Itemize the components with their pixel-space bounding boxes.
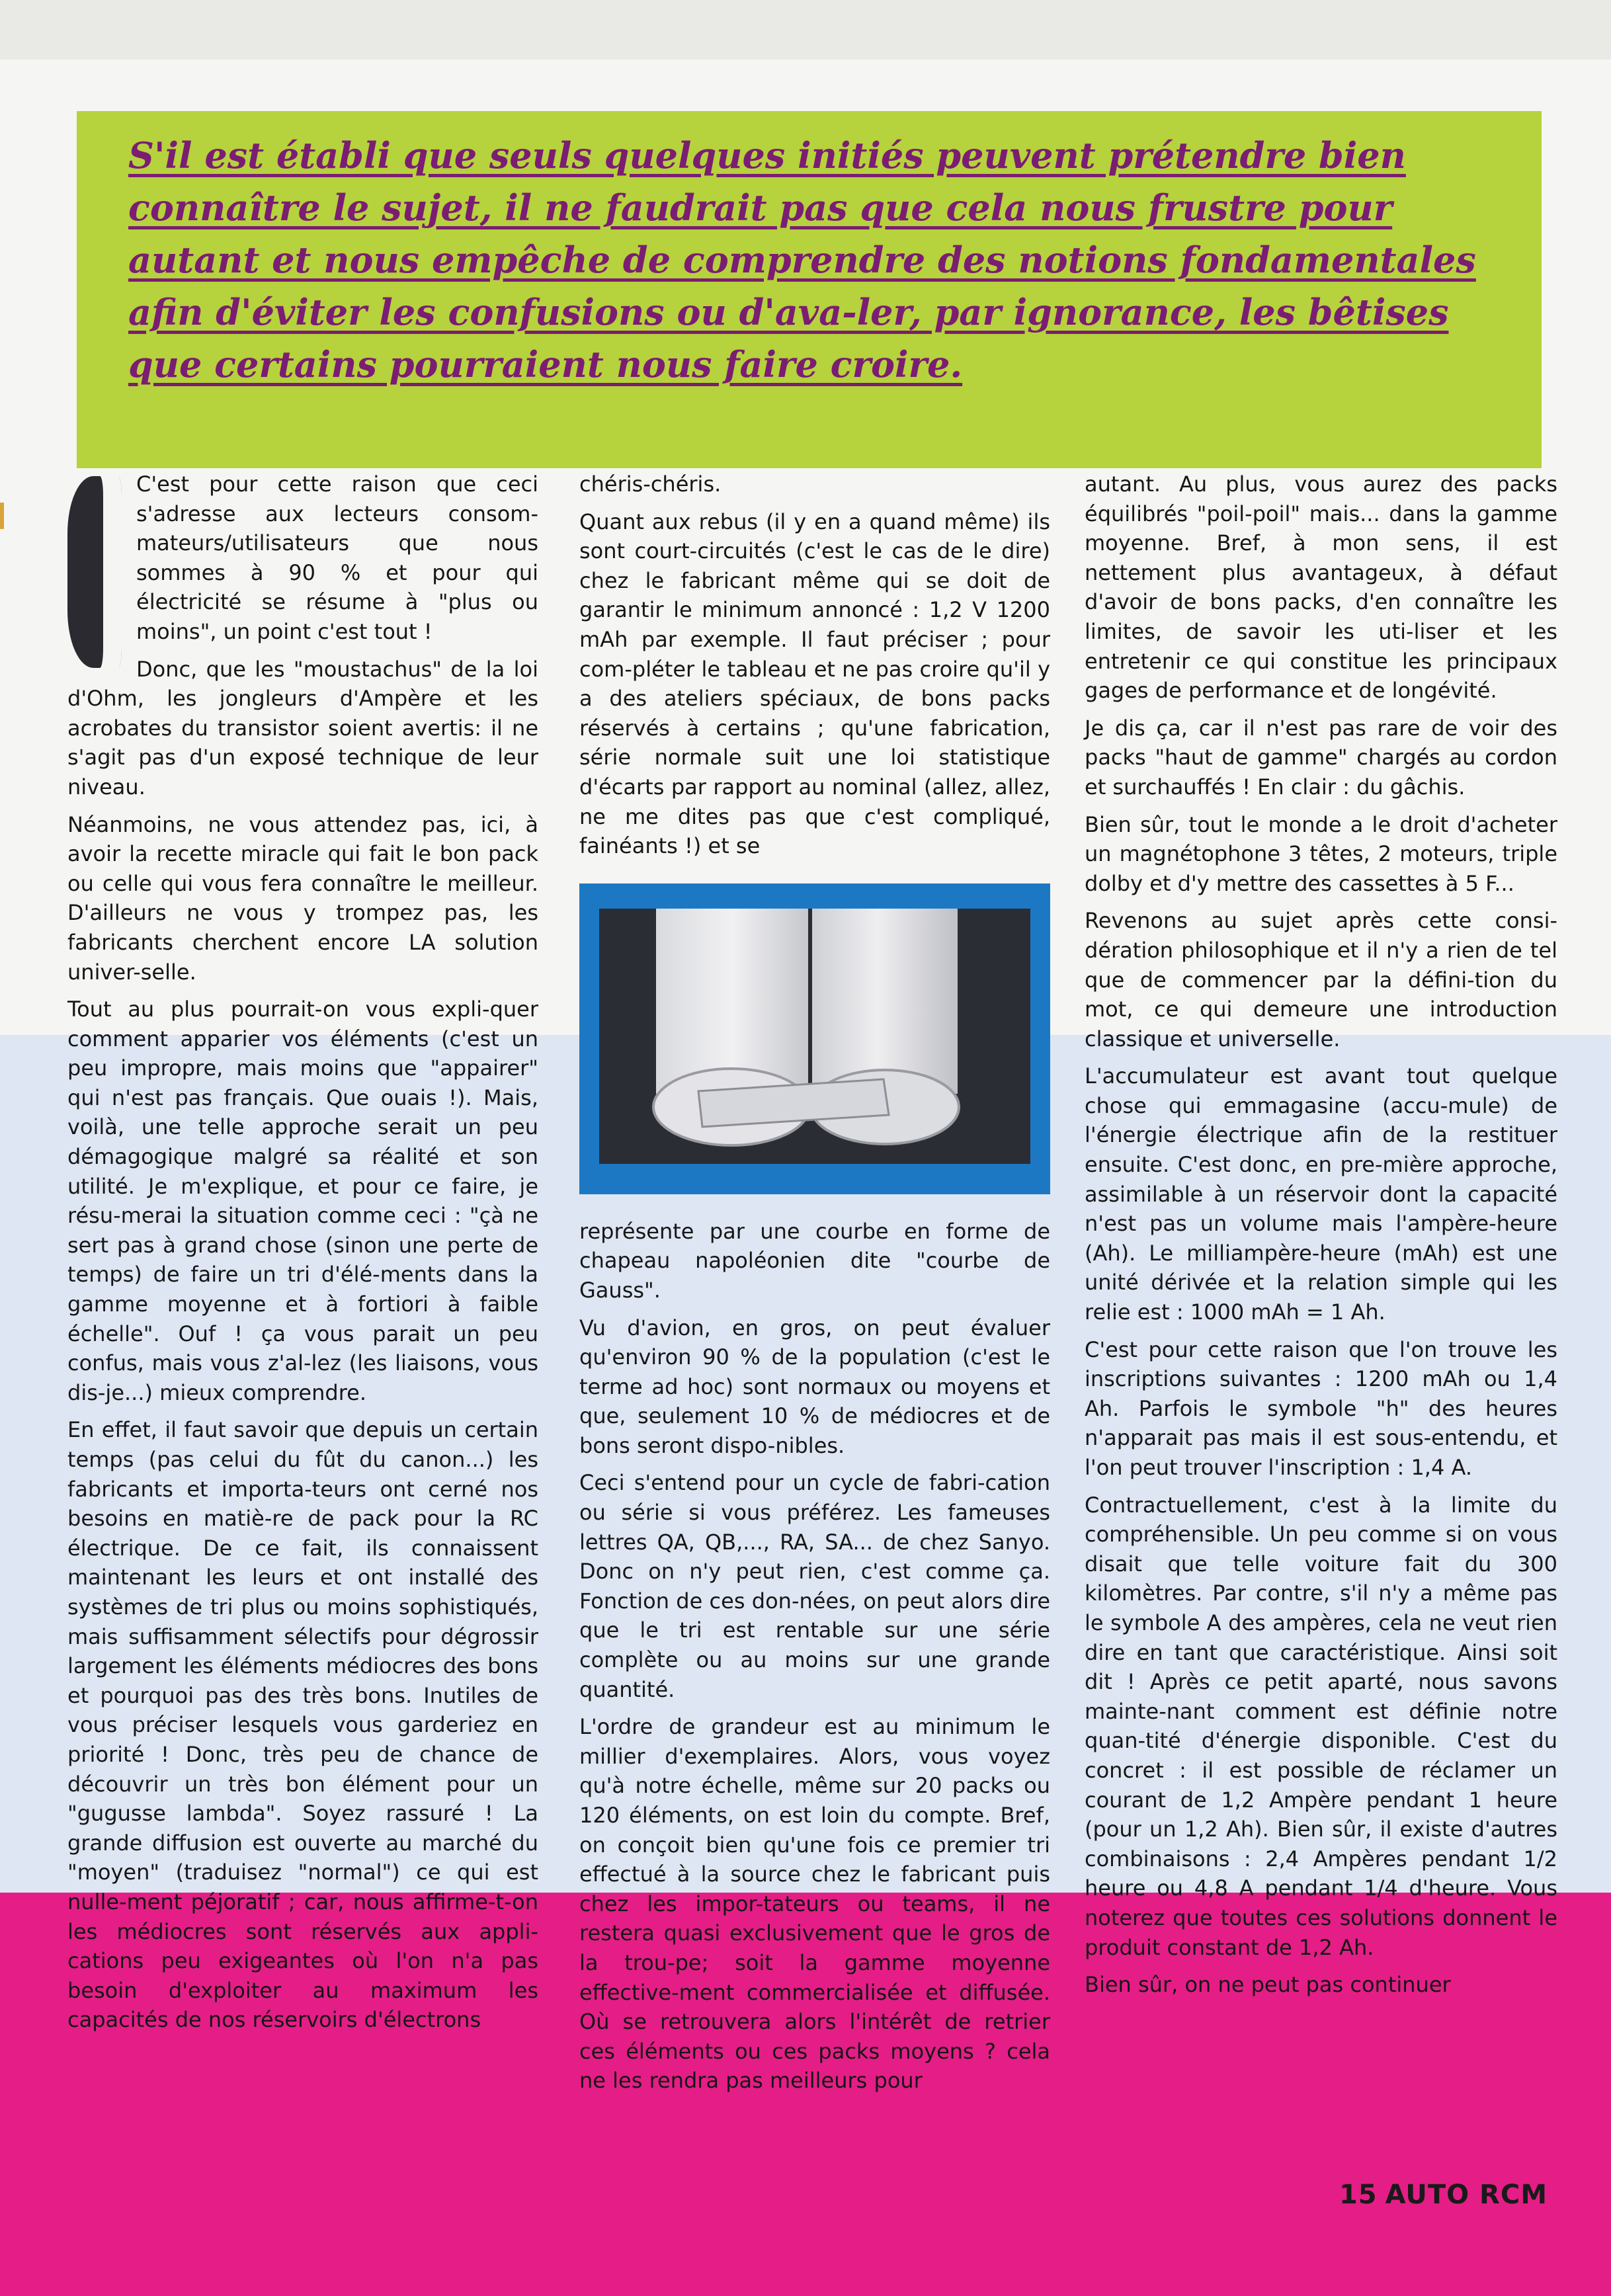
paragraph: C'est pour cette raison que ceci s'adresse aux lecteurs consom-mateurs/utilisateurs que nous sommes à 90 % et pour qui électricité se résume à "plus ou moins", un point c'est tout ! [136,472,538,644]
paragraph: représente par une courbe en forme de chapeau napoléonien dite "courbe de Gauss". [579,1218,1050,1303]
column-1 [67,470,538,2202]
battery-cell-left [656,909,808,1094]
paragraph: C'est pour cette raison que l'on trouve les inscriptions suivantes : 1200 mAh ou 1,4 Ah. Parfois le symbole "h" des heures n'apparait pas mais il est sous-entendu, et l'on peut trouver l'inscription : 1,4 A. [1085,1336,1557,1480]
drop-cap-c [67,476,122,668]
intro-box [77,111,1542,468]
paragraph: Je dis ça, car il n'est pas rare de voir des packs "haut de gamme" chargés au cordon et surchauffés ! En clair : du gâchis. [1085,715,1557,800]
edge-mark [0,503,4,529]
battery-photo-frame [579,883,1050,1194]
paragraph: L'accumulateur est avant tout quelque chose qui emmagasine (accu-mule) de l'énergie électrique afin de la restituer ensuite. C'est donc, en pre-mière approche, assimilable à un réservoir dont la capacité n'est pas un volume mais l'ampère-heure (Ah). Le milliampère-heure (mAh) est une unité dérivée et la relation simple qui les relie est : 1000 mAh = 1 Ah. [1085,1063,1557,1325]
page-number: 15 [1339,2180,1378,2210]
paragraph: chéris-chéris. [579,472,722,497]
paragraph: En effet, il faut savoir que depuis un certain temps (pas celui du fût du canon...) les fabricants et importa-teurs ont cerné nos besoins en matiè-re de pack pour la RC électrique. De ce fait, ils connaissent maintenant les leurs et ont installé des systèmes de tri plus ou moins sophistiqués, mais suffisamment sélectifs pour dégrossir largement les éléments médiocres des bons et pourquoi pas des très bons. Inutiles de vous préciser lesquels vous garderiez en priorité ! Donc, très peu de chance de découvrir un très bon élément pour un "gugusse lambda". Soyez rassuré ! La grande diffusion est ouverte au marché du "moyen" (traduisez "normal") ce qui est nulle-ment péjoratif ; car, nous affirme-t-on les médiocres sont réservés aux appli-cations peu exigeantes où l'on n'a pas besoin d'exploiter au maximum les capacités de nos réservoirs d'électrons [67,1417,538,2033]
battery-cell-right [812,909,958,1094]
paragraph: autant. Au plus, vous aurez des packs équilibrés "poil-poil" mais... dans la gamme moyenne. Bref, à mon sens, il est nettement plus avantageux, à défaut d'avoir de bons packs, d'en connaître les limites, de savoir les uti-liser et les entretenir ce qui constitue les principaux gages de performance et de longévité. [1085,472,1557,704]
page-footer [1339,2180,1548,2210]
paragraph: Revenons au sujet après cette consi-dération philosophique et il n'y a rien de tel que de commencer par la défini-tion du mot, ce qui demeure une introduction classique et universelle. [1085,908,1557,1051]
paragraph: Néanmoins, ne vous attendez pas, ici, à avoir la recette miracle qui fait le bon pack ou celle qui vous fera connaître le meilleur. D'ailleurs ne vous y trompez pas, les fabricants cherchent encore LA solution univer-selle. [67,811,538,985]
battery-cells-illustration [599,909,1030,1164]
paragraph: Quant aux rebus (il y en a quand même) ils sont court-circuités (c'est le cas de le dire) chez le fabricant même qui se doit de garantir le minimum annoncé : 1,2 V 1200 mAh par exemple. Il faut préciser ; pour com-pléter le tableau et ne pas croire qu'il y a des ateliers spéciaux, de bons packs réservés à certains ; qu'une fabrication, série normale suit une loi statistique d'écarts par rapport au nominal (allez, allez, ne me dites pas que c'est compliqué, fainéants !) et se [579,509,1050,859]
battery-cells-photo [599,909,1030,1164]
paragraph: Vu d'avion, en gros, on peut évaluer qu'environ 90 % de la population (c'est le terme ad hoc) sont normaux ou moyens et que, seulement 10 % de médiocres et de bons seront dispo-nibles. [579,1315,1050,1458]
paragraph: Tout au plus pourrait-on vous expli-quer comment apparier vos éléments (c'est un peu impropre, mais moins que "appairer" qui n'est pas français. Que ouais !). Mais, voilà, une telle approche serait un peu démagogique malgré sa réalité et son utilité. Je m'explique, et pour ce faire, je résu-merai la situation comme ceci : "çà ne sert pas à grand chose (sinon une perte de temps) de faire un tri d'élé-ments dans la gamme moyenne et à fortiori à faible échelle". Ouf ! ça vous parait un peu confus, mais vous z'al-lez (les liaisons, vous dis-je...) mieux comprendre. [67,997,538,1405]
paragraph: Contractuellement, c'est à la limite du compréhensible. Un peu comme si on vous disait que telle voiture fait du 300 kilomètres. Par contre, s'il n'y a même pas le symbole A des ampères, cela ne veut rien dire en tant que caractéristique. Ainsi soit dit ! Après ce petit aparté, nous savons mainte-nant comment est définie notre quan-tité d'énergie disponible. C'est du concret : il est possible de réclamer un courant de 1,2 Ampère pendant 1 heure (pour un 1,2 Ah). Bien sûr, il existe d'autres combinaisons : 2,4 Ampères pendant 1/2 heure ou 4,8 A pendant 1/4 d'heure. Vous noterez que toutes ces solutions donnent le produit constant de 1,2 Ah. [1085,1492,1557,1960]
magazine-name: AUTO RCM [1385,2180,1548,2210]
intro-text: S'il est établi que seuls quelques initiés peuvent prétendre bien connaître le sujet, il ne faudrait pas que cela nous frustre pour autant et nous empêche de comprendre des notions fondamentales afin d'éviter les confusions ou d'ava-ler, par ignorance, les bêtises que certains pourraient nous faire croire. [128,134,1476,386]
column-2 [579,470,1050,2202]
paragraph: L'ordre de grandeur est au minimum le millier d'exemplaires. Alors, vous voyez qu'à notre échelle, même sur 20 packs ou 120 éléments, on est loin du compte. Bref, on conçoit bien qu'une fois ce premier tri effectué à la source chez le fabricant puis chez les impor-tateurs ou teams, il ne restera quasi exclusivement que le gros de la trou-pe; soit la gamme moyenne effective-ment commercialisée et diffusée. Où se retrouvera alors l'intérêt de retrier ces éléments ou ces packs moyens ? cela ne les rendra pas meilleurs pour [579,1714,1050,2094]
paragraph: Ceci s'entend pour un cycle de fabri-cation ou série si vous préférez. Les fameuses lettres QA, QB,..., RA, SA... de chez Sanyo. Donc on n'y peut rien, c'est comme ça. Fonction de ces don-nées, on peut alors dire que le tri est rentable sur une série complète ou au moins sur une grande quantité. [579,1470,1050,1702]
paragraph: Bien sûr, on ne peut pas continuer [1085,1972,1451,1998]
paragraph: Donc, que les "moustachus" de la loi d'Ohm, les jongleurs d'Ampère et les acrobates du transistor soient avertis: il ne s'agit pas d'un exposé technique de leur niveau. [67,656,538,800]
column-3 [1085,470,1557,2202]
page-top-strip [0,0,1611,60]
paragraph: Bien sûr, tout le monde a le droit d'acheter un magnétophone 3 têtes, 2 moteurs, triple dolby et d'y mettre des cassettes à 5 F... [1085,811,1557,896]
